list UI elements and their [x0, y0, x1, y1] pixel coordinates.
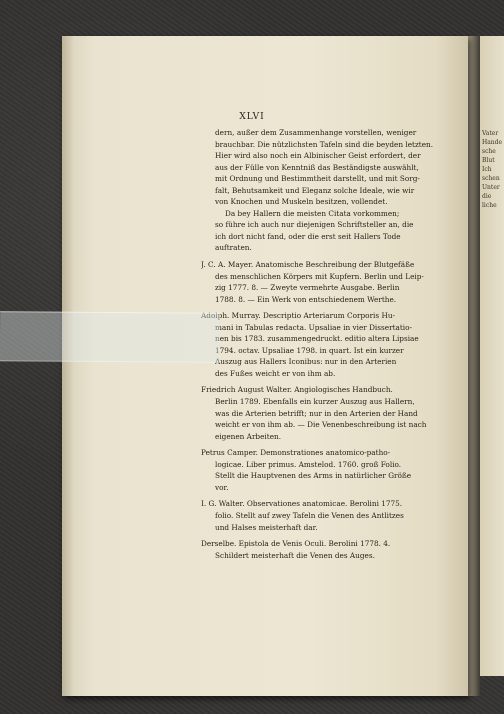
text-line: dern, außer dem Zusammenhange vorstellen, weniger	[215, 128, 417, 137]
facing-page-word: Vater	[482, 130, 499, 137]
text-line: Hier wird also noch ein Albinischer Geist erfordert, der	[215, 151, 421, 161]
text-line: Schildert meisterhaft die Venen des Auges.	[215, 550, 375, 560]
facing-page-word: die	[482, 193, 492, 200]
text-line: nen bis 1783. zusammengedruckt. editio altera Lipsiae	[215, 334, 419, 344]
facing-page-word: schen	[482, 175, 500, 182]
running-head: XLVI	[239, 112, 265, 122]
text-line: brauchbar. Die nützlichsten Tafeln sind die beyden letzten.	[215, 139, 434, 149]
text-line: mit Ordnung und Bestimmtheit darstellt, und mit Sorg-	[215, 174, 420, 184]
text-line: auftraten.	[215, 243, 252, 253]
text-line: Friedrich August Walter. Angiologisches Handbuch.	[201, 385, 393, 395]
facing-page-word: Unter	[482, 184, 500, 191]
text-line: 1788. 8. — Ein Werk von entschiedenem Werthe.	[215, 294, 397, 304]
text-line: Da bey Hallern die meisten Citata vorkommen;	[225, 208, 400, 218]
facing-page-word: Hande	[482, 139, 503, 146]
text-line: eigenen Arbeiten.	[215, 431, 282, 441]
page-edge-shadow	[62, 36, 74, 696]
text-line: ich dort nicht fand, oder die erst seit Hallers Tode	[215, 231, 401, 241]
text-line: Adolph. Murray. Descriptio Arteriarum Corporis Hu-	[201, 311, 395, 321]
text-line: vor.	[215, 482, 229, 492]
text-line: falt, Behutsamkeit und Eleganz solche Ideale, wie wir	[215, 185, 415, 195]
text-line: Petrus Camper. Demonstrationes anatomico-patho-	[201, 448, 391, 458]
facing-page-word: Ich	[482, 166, 492, 173]
text-line: des Fußes weicht er von ihm ab.	[215, 368, 336, 378]
text-line: mani in Tabulas redacta. Upsaliae in vier Dissertatio-	[215, 322, 412, 332]
text-line: aus der Fülle von Kenntniß das Beständigste auswählt,	[215, 162, 419, 172]
facing-page-word: Blut	[482, 157, 495, 164]
facing-page-word: sche	[482, 148, 496, 155]
page-body-text	[201, 127, 446, 561]
text-line: Berlin 1789. Ebenfalls ein kurzer Auszug aus Hallern,	[215, 397, 415, 407]
text-line: 1794. octav. Upsaliae 1798. in quart. Ist ein kurzer	[215, 345, 404, 355]
text-line: von Knochen und Muskeln besitzen, vollendet.	[215, 197, 388, 207]
text-line: I. G. Walter. Observationes anatomicae. Berolini 1775.	[201, 499, 403, 509]
adhesive-tape-strip	[0, 311, 220, 363]
text-line: zig 1777. 8. — Zweyte vermehrte Ausgabe. Berlin	[215, 283, 400, 293]
text-line: und Halses meisterhaft dar.	[215, 522, 318, 532]
text-line: folio. Stellt auf zwey Tafeln die Venen des Antlitzes	[215, 510, 404, 520]
text-line: Stellt die Hauptvenen des Arms in natürlicher Größe	[215, 471, 412, 481]
text-line: was die Arterien betrifft; nur in den Arterien der Hand	[215, 408, 418, 418]
text-line: des menschlichen Körpers mit Kupfern. Berlin und Leip-	[215, 271, 424, 281]
text-line: logicae. Liber primus. Amstelod. 1760. groß Folio.	[215, 459, 402, 469]
text-line: so führe ich auch nur diejenigen Schriftsteller an, die	[215, 220, 414, 230]
text-line: J. C. A. Mayer. Anatomische Beschreibung der Blutgefäße	[201, 260, 415, 270]
facing-page-word: liche	[482, 202, 497, 209]
facing-page-edge	[478, 36, 504, 676]
text-line: Derselbe. Epistola de Venis Oculi. Berolini 1778. 4.	[201, 539, 391, 549]
text-line: weicht er von ihm ab. — Die Venenbeschreibung ist nach	[215, 420, 427, 430]
text-line: Auszug aus Hallers Iconibus: nur in den Arterien	[215, 357, 397, 367]
